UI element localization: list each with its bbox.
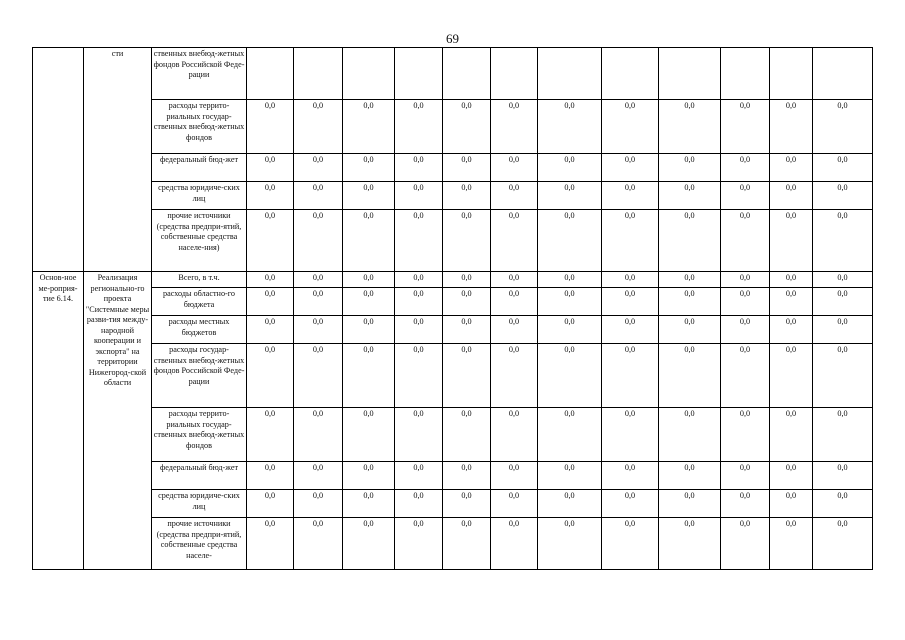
value-cell: 0,0	[659, 272, 721, 288]
value-cell: 0,0	[443, 100, 491, 154]
value-cell: 0,0	[659, 288, 721, 316]
value-cell: 0,0	[659, 316, 721, 344]
funding-source-label: прочие источники (средства предпри-ятий, собственные средства населе-ния)	[152, 210, 247, 272]
value-cell: 0,0	[813, 344, 873, 408]
value-cell: 0,0	[721, 210, 770, 272]
value-cell: 0,0	[491, 316, 538, 344]
value-cell: 0,0	[343, 272, 395, 288]
value-cell: 0,0	[659, 344, 721, 408]
value-cell: 0,0	[538, 408, 602, 462]
value-cell: 0,0	[770, 100, 813, 154]
value-cell: 0,0	[770, 462, 813, 490]
value-cell: 0,0	[813, 182, 873, 210]
value-cell: 0,0	[443, 518, 491, 570]
value-cell: 0,0	[813, 100, 873, 154]
value-cell: 0,0	[491, 100, 538, 154]
budget-table	[32, 47, 873, 570]
value-cell: 0,0	[602, 408, 659, 462]
table-row	[33, 462, 873, 490]
value-cell: 0,0	[395, 462, 443, 490]
value-cell: 0,0	[294, 154, 343, 182]
value-cell: 0,0	[443, 408, 491, 462]
value-cell: 0,0	[294, 462, 343, 490]
value-cell: 0,0	[602, 462, 659, 490]
table-row	[33, 490, 873, 518]
value-cell: 0,0	[721, 490, 770, 518]
value-cell: 0,0	[294, 288, 343, 316]
value-cell: 0,0	[602, 288, 659, 316]
value-cell: 0,0	[343, 182, 395, 210]
table-row	[33, 48, 873, 100]
value-cell: 0,0	[491, 490, 538, 518]
value-cell: 0,0	[770, 210, 813, 272]
value-cell	[813, 48, 873, 100]
value-cell: 0,0	[602, 100, 659, 154]
value-cell: 0,0	[443, 344, 491, 408]
value-cell: 0,0	[491, 462, 538, 490]
value-cell: 0,0	[247, 462, 294, 490]
value-cell: 0,0	[343, 462, 395, 490]
table-row	[33, 344, 873, 408]
value-cell: 0,0	[395, 272, 443, 288]
value-cell: 0,0	[443, 288, 491, 316]
value-cell: 0,0	[721, 462, 770, 490]
value-cell: 0,0	[538, 154, 602, 182]
value-cell: 0,0	[443, 210, 491, 272]
value-cell: 0,0	[721, 100, 770, 154]
funding-source-label: Всего, в т.ч.	[152, 272, 247, 288]
value-cell: 0,0	[659, 210, 721, 272]
value-cell: 0,0	[491, 210, 538, 272]
table-row	[33, 272, 873, 288]
value-cell: 0,0	[443, 490, 491, 518]
value-cell: 0,0	[343, 344, 395, 408]
value-cell: 0,0	[721, 344, 770, 408]
table-row	[33, 288, 873, 316]
value-cell: 0,0	[659, 182, 721, 210]
value-cell: 0,0	[247, 100, 294, 154]
top_section-measure-name-cell: сти	[84, 48, 152, 272]
top_section-measure-number-cell	[33, 48, 84, 272]
value-cell: 0,0	[721, 288, 770, 316]
value-cell	[491, 48, 538, 100]
funding-source-label: федеральный бюд-жет	[152, 154, 247, 182]
value-cell: 0,0	[770, 490, 813, 518]
value-cell: 0,0	[294, 408, 343, 462]
value-cell: 0,0	[538, 210, 602, 272]
value-cell: 0,0	[395, 154, 443, 182]
value-cell: 0,0	[247, 210, 294, 272]
value-cell: 0,0	[813, 154, 873, 182]
funding-source-label: расходы террито-риальных государ-ственных внебюд-жетных фондов	[152, 408, 247, 462]
funding-source-label: ственных внебюд-жетных фондов Российской Феде-рации	[152, 48, 247, 100]
value-cell: 0,0	[395, 288, 443, 316]
value-cell: 0,0	[813, 288, 873, 316]
value-cell: 0,0	[770, 518, 813, 570]
table-row	[33, 210, 873, 272]
value-cell: 0,0	[247, 490, 294, 518]
value-cell: 0,0	[395, 316, 443, 344]
funding-source-label: федеральный бюд-жет	[152, 462, 247, 490]
funding-source-label: средства юридиче-ских лиц	[152, 490, 247, 518]
value-cell: 0,0	[491, 182, 538, 210]
value-cell: 0,0	[343, 154, 395, 182]
value-cell: 0,0	[343, 100, 395, 154]
value-cell: 0,0	[343, 518, 395, 570]
value-cell: 0,0	[443, 182, 491, 210]
value-cell: 0,0	[659, 408, 721, 462]
value-cell: 0,0	[247, 154, 294, 182]
value-cell: 0,0	[813, 490, 873, 518]
value-cell	[294, 48, 343, 100]
value-cell: 0,0	[538, 272, 602, 288]
value-cell: 0,0	[813, 210, 873, 272]
value-cell: 0,0	[491, 154, 538, 182]
value-cell	[721, 48, 770, 100]
value-cell: 0,0	[294, 490, 343, 518]
value-cell: 0,0	[659, 100, 721, 154]
value-cell: 0,0	[770, 182, 813, 210]
value-cell: 0,0	[443, 272, 491, 288]
value-cell: 0,0	[247, 408, 294, 462]
value-cell: 0,0	[602, 272, 659, 288]
value-cell: 0,0	[343, 408, 395, 462]
table-row	[33, 408, 873, 462]
value-cell: 0,0	[602, 316, 659, 344]
value-cell: 0,0	[395, 518, 443, 570]
value-cell: 0,0	[491, 272, 538, 288]
funding-source-label: расходы террито-риальных государ-ственных внебюд-жетных фондов	[152, 100, 247, 154]
value-cell: 0,0	[659, 154, 721, 182]
value-cell: 0,0	[343, 490, 395, 518]
value-cell: 0,0	[813, 518, 873, 570]
value-cell: 0,0	[538, 182, 602, 210]
value-cell: 0,0	[538, 518, 602, 570]
value-cell: 0,0	[538, 490, 602, 518]
value-cell: 0,0	[294, 100, 343, 154]
value-cell: 0,0	[247, 344, 294, 408]
value-cell: 0,0	[343, 316, 395, 344]
value-cell: 0,0	[602, 518, 659, 570]
table-row	[33, 316, 873, 344]
value-cell: 0,0	[395, 210, 443, 272]
value-cell: 0,0	[395, 100, 443, 154]
value-cell: 0,0	[602, 344, 659, 408]
measure-measure-number-cell: Основ-ное ме-роприя-тие 6.14.	[33, 272, 84, 570]
value-cell: 0,0	[602, 490, 659, 518]
value-cell: 0,0	[602, 182, 659, 210]
value-cell: 0,0	[395, 182, 443, 210]
value-cell: 0,0	[538, 462, 602, 490]
funding-source-label: прочие источники (средства предпри-ятий, собственные средства населе-	[152, 518, 247, 570]
value-cell: 0,0	[813, 272, 873, 288]
value-cell: 0,0	[721, 408, 770, 462]
value-cell: 0,0	[443, 316, 491, 344]
value-cell: 0,0	[538, 100, 602, 154]
funding-source-label: средства юридиче-ских лиц	[152, 182, 247, 210]
value-cell	[602, 48, 659, 100]
value-cell: 0,0	[294, 272, 343, 288]
value-cell: 0,0	[813, 316, 873, 344]
table-row	[33, 100, 873, 154]
value-cell	[395, 48, 443, 100]
value-cell: 0,0	[294, 210, 343, 272]
value-cell: 0,0	[602, 210, 659, 272]
value-cell	[247, 48, 294, 100]
funding-source-label: расходы местных бюджетов	[152, 316, 247, 344]
value-cell: 0,0	[443, 154, 491, 182]
page-number: 69	[446, 31, 459, 46]
value-cell: 0,0	[294, 316, 343, 344]
value-cell: 0,0	[247, 272, 294, 288]
value-cell: 0,0	[659, 490, 721, 518]
value-cell: 0,0	[247, 316, 294, 344]
value-cell: 0,0	[770, 272, 813, 288]
value-cell: 0,0	[770, 316, 813, 344]
value-cell: 0,0	[395, 344, 443, 408]
value-cell: 0,0	[538, 316, 602, 344]
value-cell: 0,0	[294, 182, 343, 210]
table-row	[33, 154, 873, 182]
value-cell: 0,0	[395, 408, 443, 462]
value-cell: 0,0	[659, 518, 721, 570]
value-cell: 0,0	[443, 462, 491, 490]
value-cell: 0,0	[602, 154, 659, 182]
value-cell: 0,0	[294, 518, 343, 570]
funding-source-label: расходы государ-ственных внебюд-жетных фондов Российской Феде-рации	[152, 344, 247, 408]
value-cell: 0,0	[247, 518, 294, 570]
value-cell: 0,0	[659, 462, 721, 490]
value-cell: 0,0	[491, 344, 538, 408]
value-cell	[659, 48, 721, 100]
value-cell: 0,0	[343, 210, 395, 272]
value-cell: 0,0	[491, 518, 538, 570]
value-cell: 0,0	[395, 490, 443, 518]
measure-measure-name-cell: Реализация регионально-го проекта "Системные меры разви-тия между-народной кооперации и экспорта" на территории Нижегород-ской области	[84, 272, 152, 570]
value-cell	[538, 48, 602, 100]
table-row	[33, 182, 873, 210]
value-cell: 0,0	[721, 316, 770, 344]
table-row	[33, 518, 873, 570]
value-cell: 0,0	[770, 288, 813, 316]
value-cell: 0,0	[813, 462, 873, 490]
value-cell: 0,0	[721, 518, 770, 570]
value-cell: 0,0	[491, 408, 538, 462]
value-cell: 0,0	[770, 408, 813, 462]
value-cell: 0,0	[247, 182, 294, 210]
value-cell: 0,0	[294, 344, 343, 408]
value-cell: 0,0	[721, 272, 770, 288]
value-cell	[343, 48, 395, 100]
value-cell: 0,0	[491, 288, 538, 316]
funding-source-label: расходы областно-го бюджета	[152, 288, 247, 316]
value-cell: 0,0	[770, 154, 813, 182]
value-cell	[770, 48, 813, 100]
value-cell	[443, 48, 491, 100]
value-cell: 0,0	[538, 288, 602, 316]
value-cell: 0,0	[247, 288, 294, 316]
value-cell: 0,0	[813, 408, 873, 462]
value-cell: 0,0	[538, 344, 602, 408]
value-cell: 0,0	[343, 288, 395, 316]
value-cell: 0,0	[721, 154, 770, 182]
value-cell: 0,0	[770, 344, 813, 408]
value-cell: 0,0	[721, 182, 770, 210]
